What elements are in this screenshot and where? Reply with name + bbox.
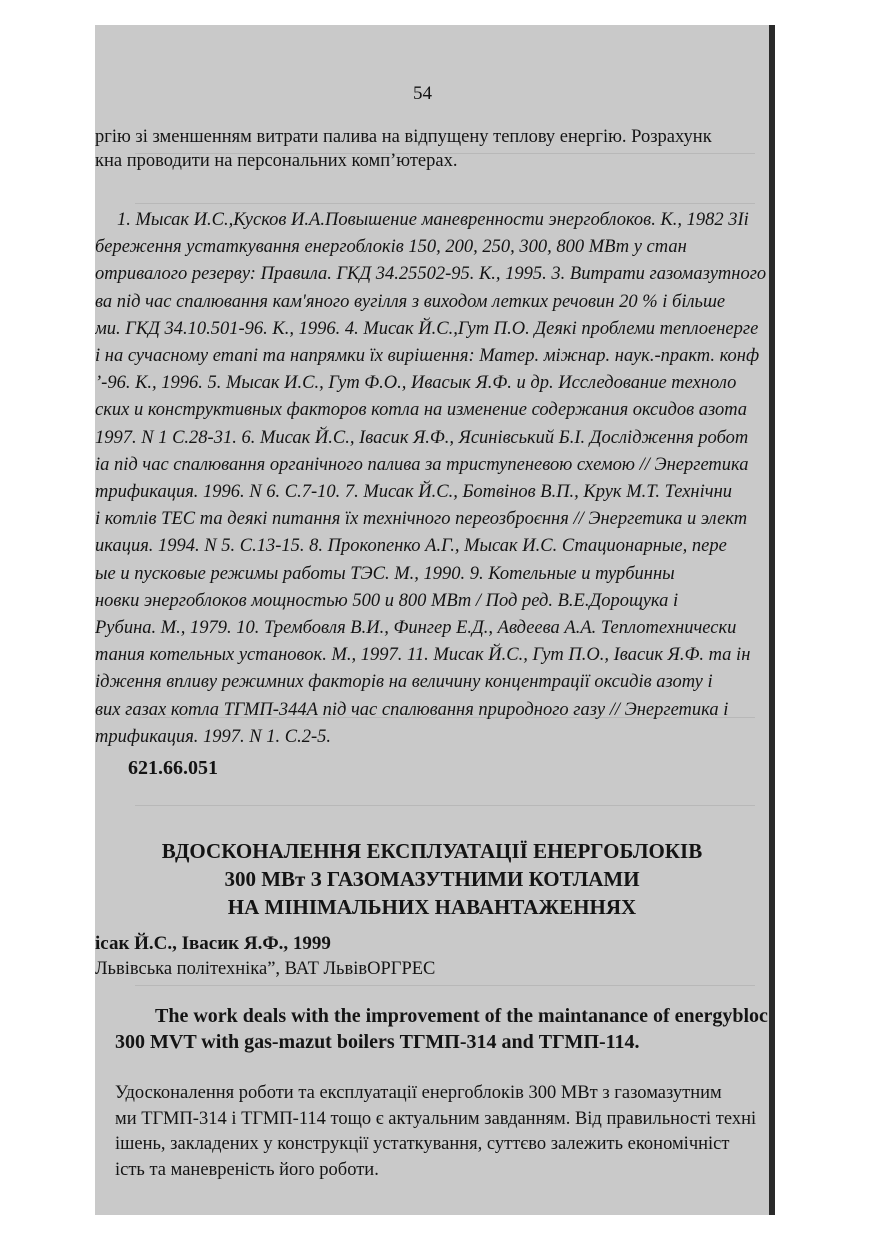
reference-line: ских и конструктивных факторов котла на изменение содержания оксидов азота [95,400,748,421]
bleed-through-line [135,805,755,806]
reference-line: ідження впливу режимних факторів на величину концентрації оксидів азоту і [95,672,713,693]
reference-line: ми. ГКД 34.10.501-96. К., 1996. 4. Мисак Й.С.,Гут П.О. Деякі проблеми теплоенерге [95,318,759,339]
intro-line: кна проводити на персональних комп’ютерах. [95,151,458,171]
scanned-page [95,25,775,1215]
article-title-line: НА МІНІМАЛЬНИХ НАВАНТАЖЕННЯХ [227,895,637,919]
body-line: Удосконалення роботи та експлуатації енергоблоків 300 МВт з газомазутним [115,1083,722,1103]
body-line: ішень, закладених у конструкції устаткування, суттєво залежить економічніст [115,1134,730,1154]
page-spine-shadow [769,25,775,1215]
references-block [95,207,766,751]
article-title-line: ВДОСКОНАЛЕННЯ ЕКСПЛУАТАЦІЇ ЕНЕРГОБЛОКІВ [161,839,703,863]
reference-line: тания котельных установок. М., 1997. 11. Мисак Й.С., Гут П.О., Івасик Я.Ф. та ін [95,645,751,666]
reference-line: 1997. N 1 С.28-31. 6. Мисак Й.С., Івасик Я.Ф., Ясинівський Б.І. Дослідження робот [95,427,749,448]
body-line: ість та маневреність його роботи. [115,1160,379,1180]
reference-line: вих газах котла ТГМП-344А під час спалювання природного газу // Энергетика і [95,699,729,720]
reference-line: 1. Мысак И.С.,Кусков И.А.Повышение маневренности энергоблоков. К., 1982 3Ii [117,210,749,230]
reference-line: Рубина. М., 1979. 10. Трембовля В.И., Фингер Е.Д., Авдеева А.А. Теплотехнически [95,618,737,639]
intro-line: ргію зі зменшенням витрати палива на відпущену теплову енергію. Розрахунк [95,127,712,147]
reference-line: икация. 1994. N 5. С.13-15. 8. Прокопенко А.Г., Мысак И.С. Стационарные, пере [95,536,727,557]
reference-line: і на сучасному етапі та напрямки їх вирішення: Матер. міжнар. наук.-практ. конф [95,346,760,367]
reference-line: ва під час спалювання кам'яного вугілля з виходом летких речовин 20 % і більше [95,291,726,312]
body-line: ми ТГМП-314 і ТГМП-114 тощо є актуальним завданням. Від правильності техні [115,1109,757,1129]
reference-line: іа під час спалювання органічного палива за триступеневою схемою // Энергетика [95,454,749,475]
page-number: 54 [413,83,432,104]
reference-line: ’-96. К., 1996. 5. Мысак И.С., Гут Ф.О., Ивасык Я.Ф. и др. Исследование техноло [95,373,737,394]
bleed-through-line [135,985,755,986]
reference-line: трификация. 1997. N 1. С.2-5. [95,726,332,747]
abstract-line: The work deals with the improvement of the maintanance of energybloc [155,1005,768,1027]
reference-line: новки энергоблоков мощностью 500 и 800 МВт / Под ред. В.Е.Дорощука і [95,590,679,611]
abstract-line: 300 MVT with gas-mazut boilers ТГМП-314 and ТГМП-114. [115,1031,640,1053]
article-title-line: 300 МВт З ГАЗОМАЗУТНИМИ КОТЛАМИ [224,867,640,891]
reference-line: береження устаткування енергоблоків 150, 200, 250, 300, 800 МВт у стан [95,237,687,258]
udc-code: 621.66.051 [128,757,218,779]
article-affiliation: Львівська політехніка”, ВАТ ЛьвівОРГРЕС [95,959,436,979]
reference-line: трификация. 1996. N 6. С.7-10. 7. Мисак Й.С., Ботвінов В.П., Крук М.Т. Технічни [95,482,732,503]
reference-line: отривалого резерву: Правила. ГКД 34.25502-95. К., 1995. 3. Витрати газомазутного [95,264,767,285]
reference-line: і котлів ТЕС та деякі питання їх технічного переозброєння // Энергетика и элект [95,509,748,530]
reference-line: ые и пусковые режимы работы ТЭС. М., 1990. 9. Котельные и турбинны [95,563,675,584]
article-authors: ісак Й.С., Івасик Я.Ф., 1999 [95,933,331,954]
bleed-through-line [135,203,755,204]
